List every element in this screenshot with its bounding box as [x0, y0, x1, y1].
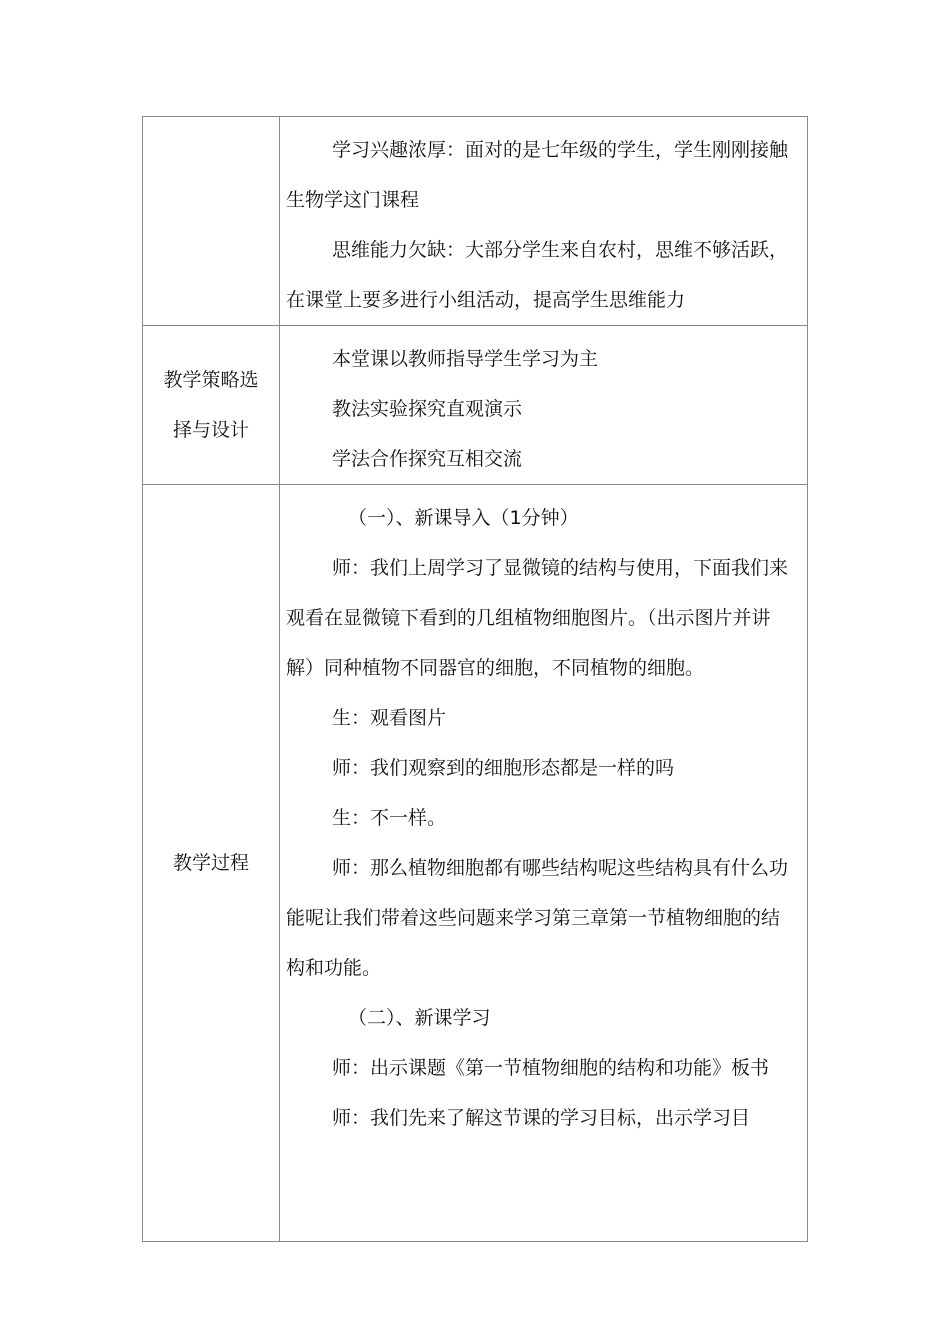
- paragraph-thinking-ability: 思维能力欠缺：大部分学生来自农村，思维不够活跃，在课堂上要多进行小组活动，提高学生思维能力: [286, 239, 789, 311]
- row-label-empty: [143, 117, 280, 326]
- paragraph-teacher-3: 师：那么植物细胞都有哪些结构呢这些结构具有什么功能呢让我们带着这些问题来学习第三章第一节植物细胞的结构和功能。: [286, 857, 789, 979]
- label-line-1: 教学策略选: [163, 369, 259, 391]
- paragraph-learning-interest: 学习兴趣浓厚：面对的是七年级的学生，学生刚刚接触生物学这门课程: [286, 139, 789, 211]
- row-content-student-analysis: [280, 117, 808, 326]
- paragraph-student-1: 生：观看图片: [332, 707, 447, 729]
- paragraph-strategy-1: 本堂课以教师指导学生学习为主: [332, 348, 599, 370]
- label-line-2: 择与设计: [172, 419, 249, 441]
- paragraph-teacher-5: 师：我们先来了解这节课的学习目标，出示学习目: [332, 1107, 751, 1129]
- row-label-teaching-process: 教学过程: [143, 485, 280, 1242]
- table-row-teaching-process: [143, 485, 808, 1242]
- table-row-student-analysis: [143, 117, 808, 326]
- paragraph-teacher-2: 师：我们观察到的细胞形态都是一样的吗: [332, 757, 675, 779]
- row-label-teaching-strategy: [143, 326, 280, 485]
- row-content-teaching-strategy: [280, 326, 808, 485]
- section-heading-new-lesson: （二）、新课学习: [348, 1007, 491, 1029]
- paragraph-student-2: 生：不一样。: [332, 807, 447, 829]
- paragraph-strategy-2: 教法实验探究直观演示: [332, 398, 523, 420]
- lesson-plan-table: [142, 116, 808, 1242]
- section-heading-intro: （一）、新课导入（1分钟）: [348, 507, 579, 529]
- row-content-teaching-process: [280, 485, 808, 1242]
- paragraph-strategy-3: 学法合作探究互相交流: [332, 448, 523, 470]
- table-row-teaching-strategy: [143, 326, 808, 485]
- paragraph-teacher-4: 师：出示课题《第一节植物细胞的结构和功能》板书: [332, 1057, 770, 1079]
- paragraph-teacher-1: 师：我们上周学习了显微镜的结构与使用，下面我们来观看在显微镜下看到的几组植物细胞图片。（出示图片并讲解）同种植物不同器官的细胞，不同植物的细胞。: [286, 557, 789, 679]
